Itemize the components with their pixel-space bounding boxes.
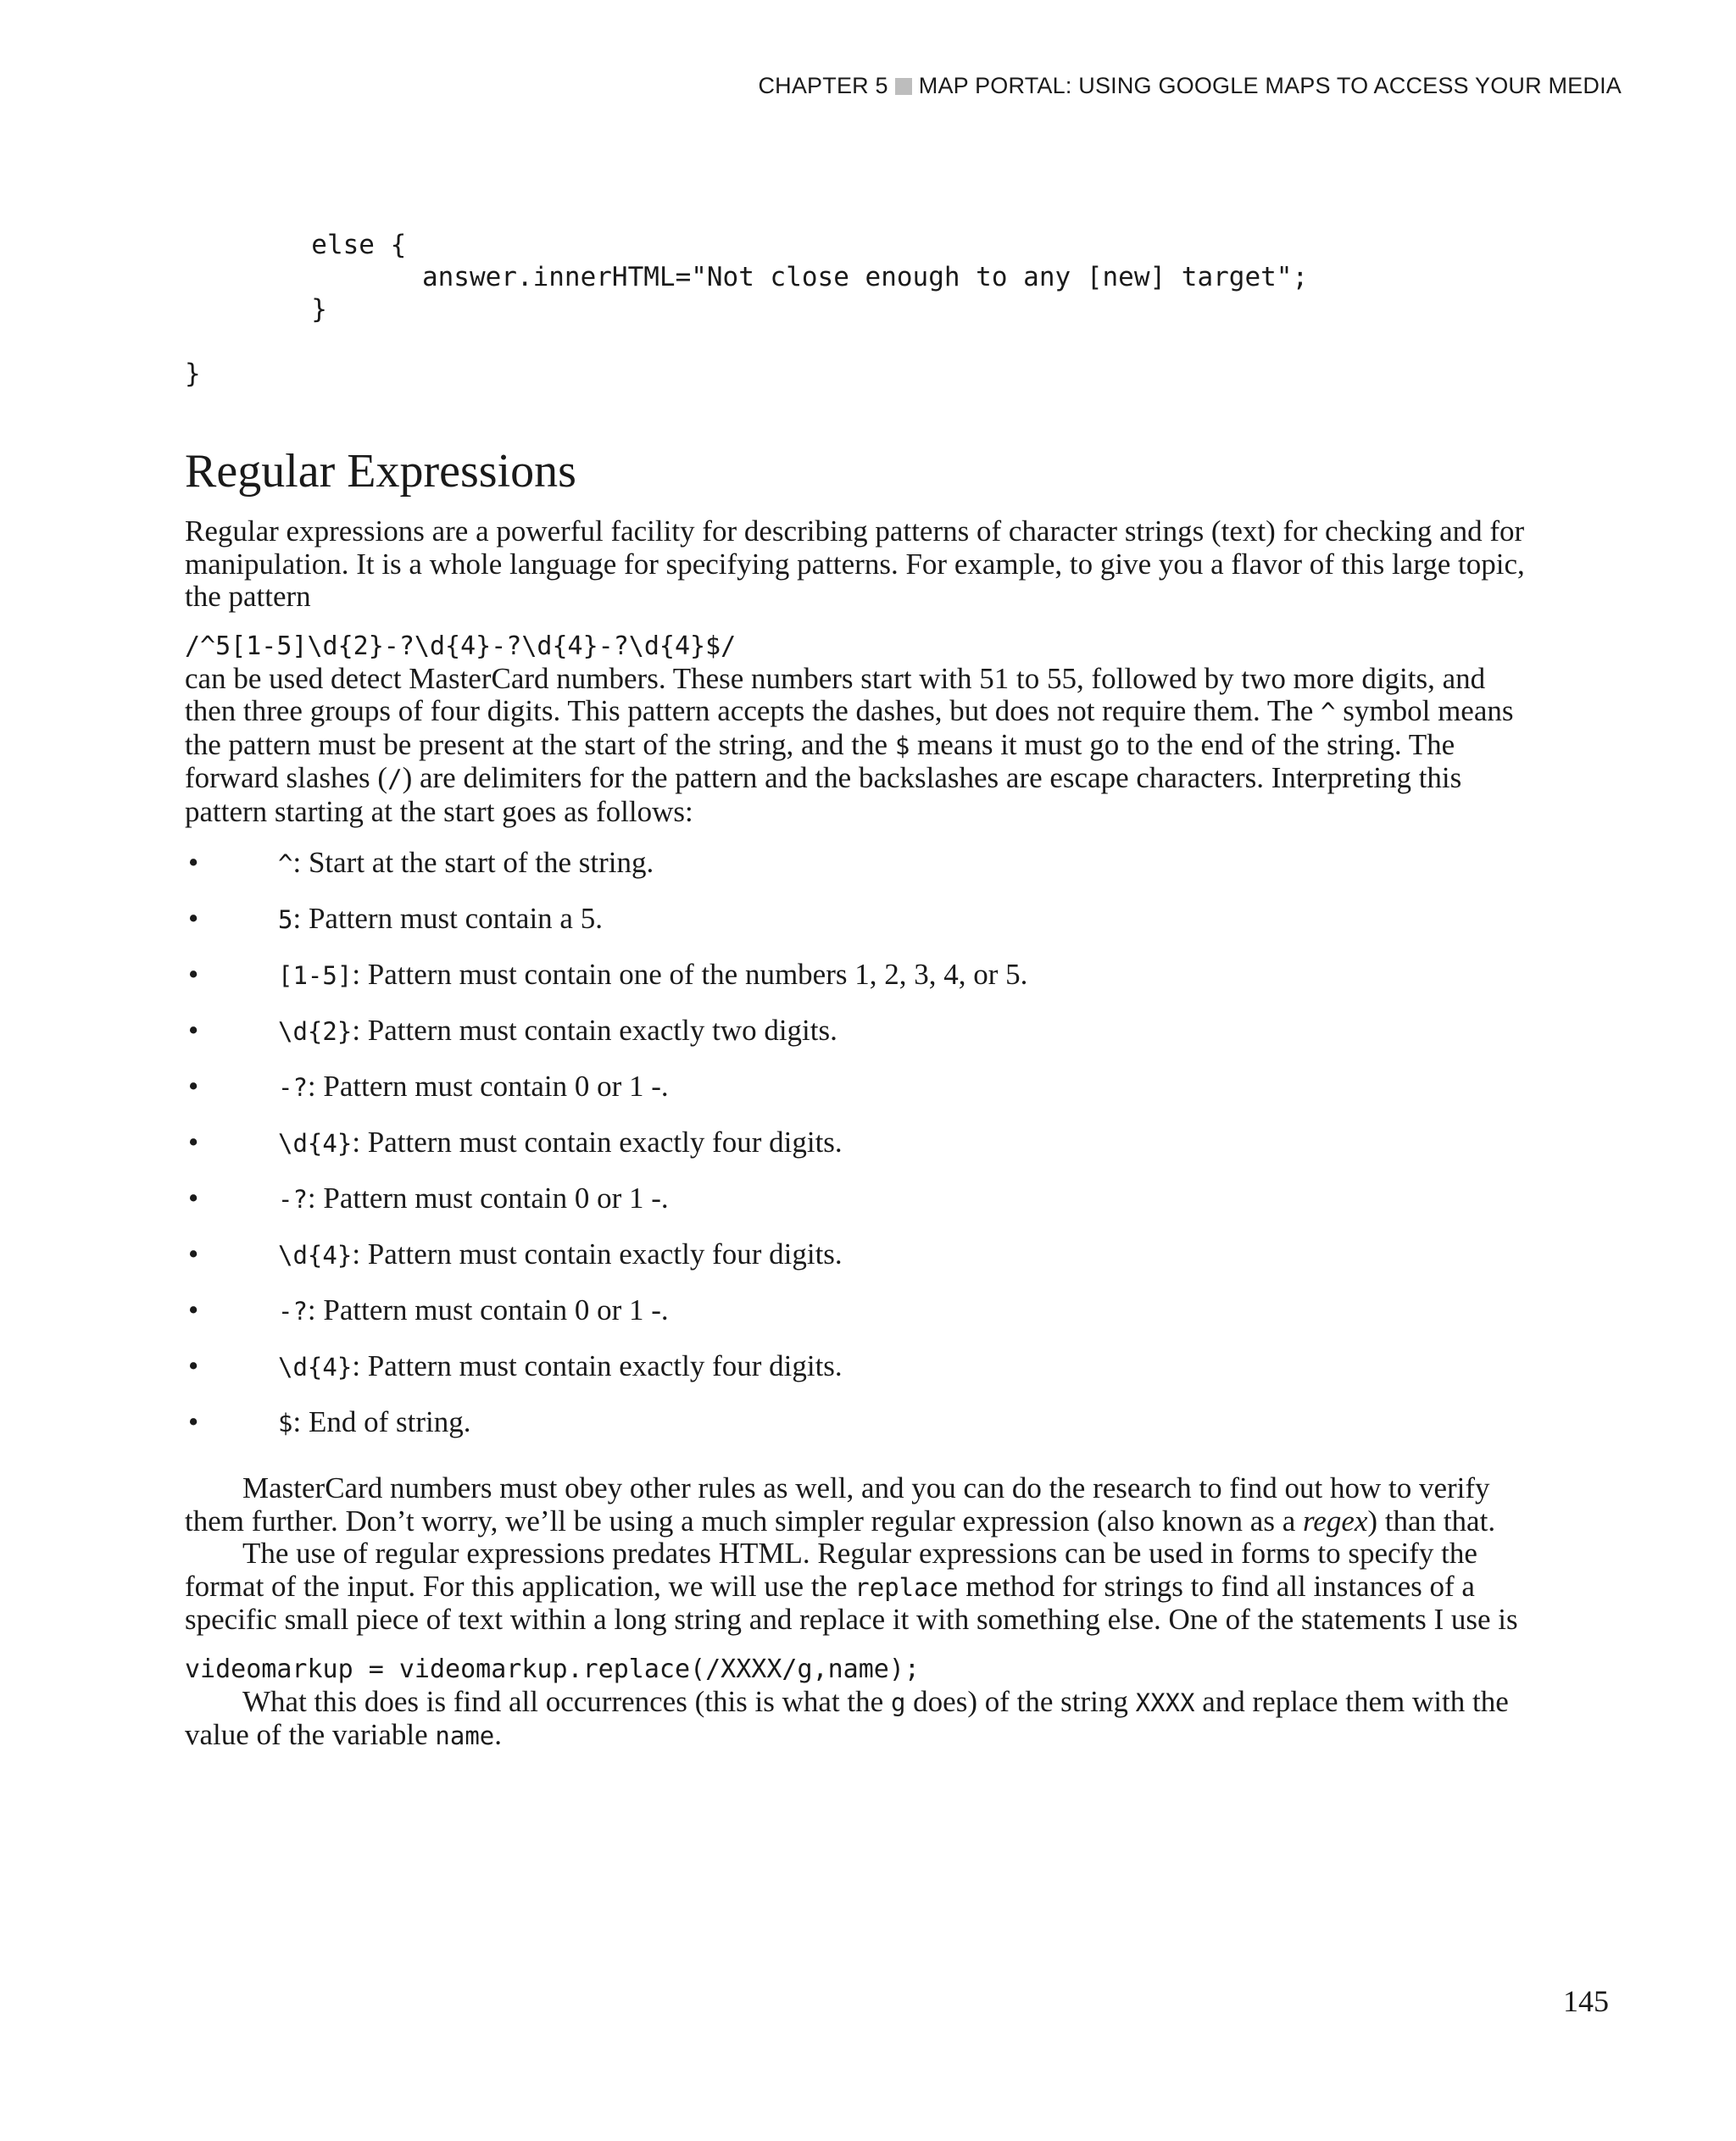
list-item bbox=[188, 1014, 1541, 1070]
bullet-icon: • bbox=[188, 1349, 199, 1382]
text-run: ) are delimiters for the pattern and the backslashes are escape characters. Interpreting this pattern starting at the start goes as follows: bbox=[185, 761, 1462, 828]
text-run: ) than that. bbox=[1367, 1504, 1496, 1538]
text-run: can be used detect MasterCard numbers. These numbers start with 51 to 55, followed by two more digits, and then three groups of four digits. This pattern accepts the dashes, but does not require them. The bbox=[185, 661, 1486, 727]
list-item-text: : Pattern must contain exactly four digits. bbox=[352, 1237, 843, 1271]
text-run: MasterCard numbers must obey other rules as well, and you can do the research to find out how to verify them further. Don’t worry, we’ll be using a much simpler regular expression (also known as a bbox=[185, 1471, 1490, 1538]
inline-code: [1-5] bbox=[278, 961, 353, 990]
code-line: } bbox=[185, 359, 201, 389]
list-item bbox=[188, 1405, 1541, 1462]
text-run: . bbox=[494, 1718, 503, 1751]
inline-code: ^ bbox=[1321, 698, 1336, 726]
inline-code: -? bbox=[278, 1297, 308, 1326]
inline-code: \d{4} bbox=[278, 1241, 353, 1270]
bullet-icon: • bbox=[188, 1237, 199, 1271]
inline-code: replace bbox=[854, 1572, 959, 1602]
list-item-text: : Pattern must contain exactly four digits. bbox=[352, 1126, 843, 1159]
inline-code: -? bbox=[278, 1185, 308, 1214]
text-run: What this does is find all occurrences (this is what the bbox=[242, 1684, 891, 1718]
paragraph-explanation bbox=[185, 663, 1541, 829]
paragraph-replace-method bbox=[185, 1538, 1541, 1637]
header-separator-square bbox=[895, 78, 912, 95]
inline-code: 5 bbox=[278, 905, 293, 934]
bullet-icon: • bbox=[188, 1405, 199, 1438]
chapter-label: CHAPTER 5 bbox=[758, 73, 888, 98]
inline-code: \d{2} bbox=[278, 1017, 353, 1046]
bullet-icon: • bbox=[188, 1182, 199, 1215]
bullet-icon: • bbox=[188, 1014, 199, 1047]
inline-code: -? bbox=[278, 1073, 308, 1102]
code-line: else { bbox=[185, 230, 407, 260]
list-item bbox=[188, 1070, 1541, 1126]
section-heading: Regular Expressions bbox=[185, 445, 576, 498]
list-item bbox=[188, 846, 1541, 903]
bullet-icon: • bbox=[188, 958, 199, 991]
inline-code: XXXX bbox=[1135, 1688, 1195, 1717]
code-line: answer.innerHTML="Not close enough to any [new] target"; bbox=[185, 262, 1309, 292]
emphasis-text: regex bbox=[1302, 1504, 1368, 1538]
list-item-text: : Pattern must contain exactly two digits. bbox=[352, 1014, 837, 1047]
bullet-icon: • bbox=[188, 846, 199, 879]
bullet-icon: • bbox=[188, 1070, 199, 1103]
pattern-bullet-list bbox=[185, 847, 1541, 1462]
inline-code: g bbox=[890, 1688, 906, 1717]
inline-code: / bbox=[387, 765, 403, 793]
list-item-text: : Pattern must contain a 5. bbox=[292, 902, 603, 935]
text-run: does) of the string bbox=[905, 1684, 1136, 1718]
list-item bbox=[188, 902, 1541, 959]
list-item-text: : End of string. bbox=[292, 1405, 471, 1438]
paragraph-replace-explanation bbox=[185, 1686, 1541, 1753]
list-item-text: : Pattern must contain 0 or 1 -. bbox=[307, 1293, 669, 1326]
inline-code: \d{4} bbox=[278, 1353, 353, 1382]
inline-code: $ bbox=[278, 1409, 293, 1438]
bullet-icon: • bbox=[188, 1293, 199, 1326]
text-run: method for strings to find all instances of a specific small piece of text within a long string and replace it with something else. One of the statements I use is bbox=[185, 1569, 1518, 1636]
list-item-text: : Pattern must contain 0 or 1 -. bbox=[307, 1070, 669, 1103]
running-header bbox=[758, 73, 1622, 99]
code-snippet-top bbox=[185, 229, 1308, 390]
text-run: symbol means the pattern must be present at the start of the string, and the bbox=[185, 694, 1514, 761]
text-run: means it must go to the end of the string. The forward slashes ( bbox=[185, 727, 1455, 794]
paragraph-mastercard-rules bbox=[185, 1472, 1541, 1538]
page-number: 145 bbox=[1563, 1984, 1609, 2018]
bullet-icon: • bbox=[188, 902, 199, 935]
list-item-text: : Start at the start of the string. bbox=[292, 846, 654, 879]
chapter-title: MAP PORTAL: USING GOOGLE MAPS TO ACCESS YOUR MEDIA bbox=[918, 73, 1622, 98]
paragraph-intro: Regular expressions are a powerful facility for describing patterns of character strings (text) for checking and for manipulation. It is a whole language for specifying patterns. For example, to give you a flavor of this large topic, the pattern bbox=[185, 514, 1525, 613]
inline-code: \d{4} bbox=[278, 1129, 353, 1158]
pattern-code: /^5[1-5]\d{2}-?\d{4}-?\d{4}-?\d{4}$/ bbox=[185, 631, 737, 661]
replace-code: videomarkup = videomarkup.replace(/XXXX/g,name); bbox=[185, 1654, 920, 1684]
text-run: The use of regular expressions predates HTML. Regular expressions can be used in forms to specify the format of the input. For this application, we will use the bbox=[185, 1537, 1477, 1603]
list-item-text: : Pattern must contain exactly four digits. bbox=[352, 1349, 843, 1382]
bullet-icon: • bbox=[188, 1126, 199, 1159]
list-item bbox=[188, 1293, 1541, 1350]
list-item bbox=[188, 958, 1541, 1015]
text-run: and replace them with the value of the variable bbox=[185, 1684, 1509, 1751]
list-item-text: : Pattern must contain 0 or 1 -. bbox=[307, 1182, 669, 1215]
list-item bbox=[188, 1349, 1541, 1406]
list-item bbox=[188, 1237, 1541, 1294]
list-item bbox=[188, 1126, 1541, 1182]
inline-code: $ bbox=[894, 731, 910, 760]
inline-code: ^ bbox=[278, 849, 293, 878]
list-item bbox=[188, 1182, 1541, 1238]
list-item-text: : Pattern must contain one of the numbers 1, 2, 3, 4, or 5. bbox=[352, 958, 1028, 991]
body-content bbox=[185, 515, 1541, 1753]
code-line: } bbox=[185, 294, 327, 325]
inline-code: name bbox=[435, 1721, 495, 1750]
